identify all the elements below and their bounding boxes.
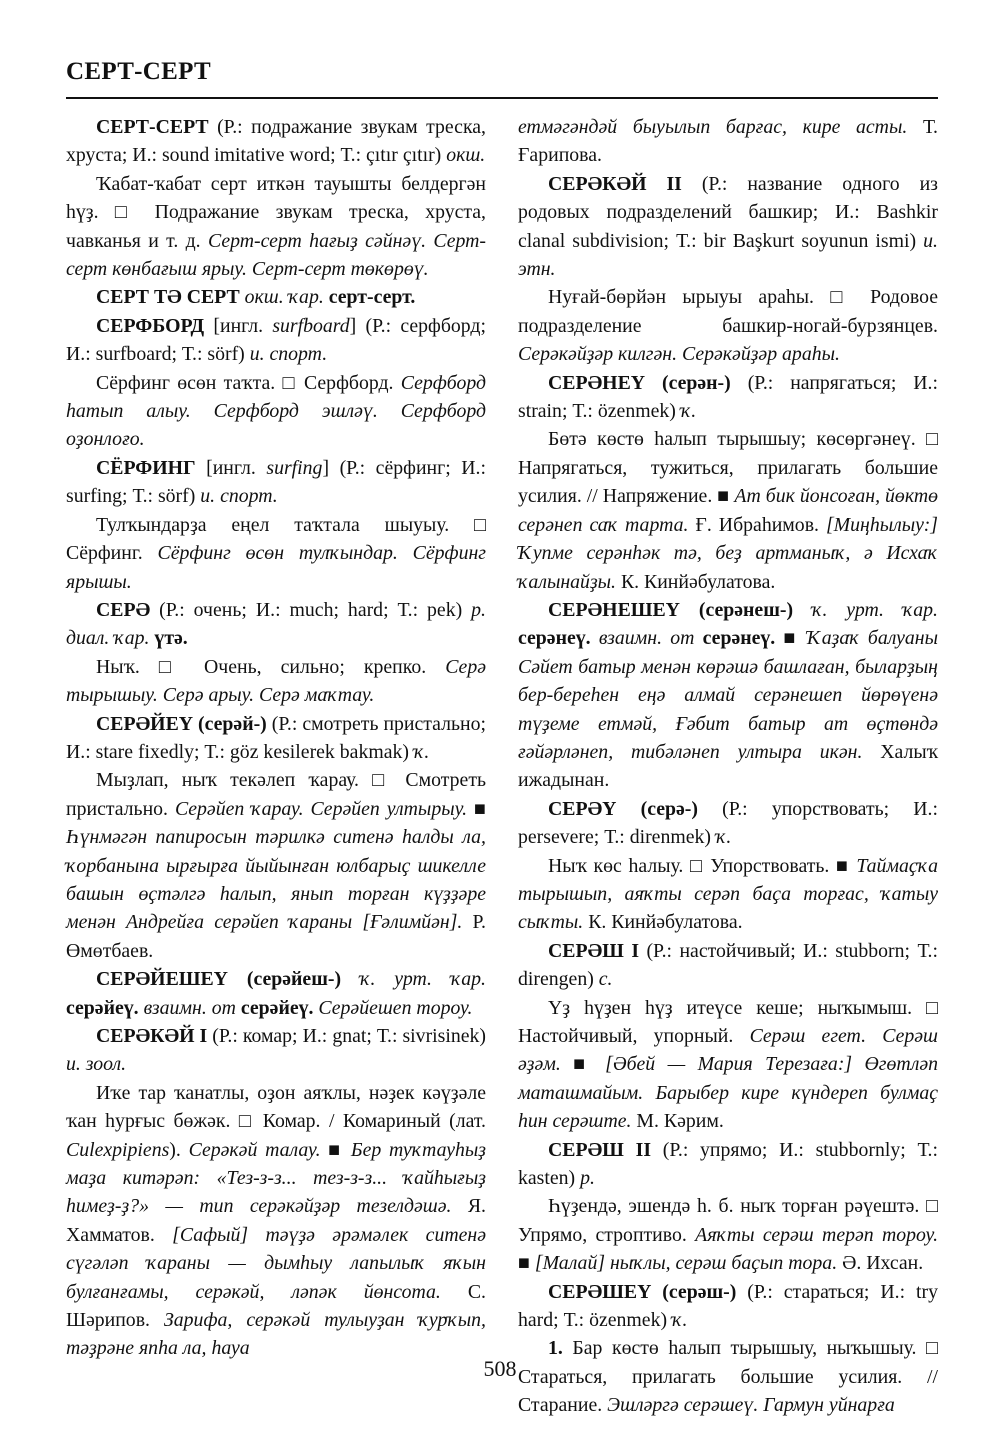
dictionary-entry: СЕРӘКӘЙ II (Р.: название одного из родовых подразделений башкир; И.: Bashkir clanal subdivision; Т.: bir Başkurt soyunun ismi) и. этн. [518,172,938,281]
dictionary-entry: СЕРӘНЕШЕҮ (серәнеш-) ҡ. урт. ҡар. серәнеү. взаимн. от серәнеү. ■ Ҡаҙаҡ балуаны Сәйет батыр менән көрәшә башлаған, быларҙың бер-береһен еңә алмай серәнешеп йөрөүенә түҙеме етмәй, Ғәбит батыр ат өҫтөндә ғәйәрләнеп, тибәләнеп ултыра икән. Халыҡ ижадынан. [518,598,939,792]
running-header: СЕРТ-СЕРТ [66,58,211,85]
dictionary-entry: СЕРӘҮ (серә-) (Р.: упорствовать; И.: persevere; Т.: direnmek) ҡ. [518,797,938,849]
dictionary-entry: СЕРӘЙЕҮ (серәй-) (Р.: смотреть пристально; И.: stare fixedly; Т.: göz kesilerek bakmak) ҡ. [66,712,487,763]
dictionary-entry: СЕРТ ТӘ СЕРТ окш. ҡар. серт-серт. [96,286,416,309]
entry-definition: 1. Бар көстө һалып тырышыу, ныҡышыу. □ Стараться, прилагать большие усилия. // Старание. Эшләргә серәшеү. Гармун уйнарға [518,1337,938,1417]
dictionary-entry: СЕРФБОРД [ингл. surfboard] (Р.: серфборд; И.: surfboard; Т.: sörf) и. спорт. [66,314,486,366]
left-column [66,113,486,1363]
right-column [518,113,938,1420]
entry-definition: Мыҙлап, ныҡ текәлеп ҡарау. □ Смотреть пристально. Серәйеп ҡарау. Серәйеп ултырыу. ■ Һүнмәгән папиросын тәрилкә ситенә һалды ла, ҡорбанына ырғырға йыйынған юлбарыҫ шикелле башын өҫтәлгә һалып, янып торған күҙҙәре менән Андрейға серәйеп ҡараны [Ғәлимйән]. Р. Өмөтбаев. [66,769,486,962]
dictionary-entry: СЕРӘНЕҮ (серән-) (Р.: напрягаться; И.: strain; Т.: özenmek) ҡ. [518,371,938,423]
dictionary-entry: СЕРӘ (Р.: очень; И.: much; hard; Т.: pek) р. диал. ҡар. үтә. [66,598,486,650]
entry-definition: Ныҡ көс һалыу. □ Упорствовать. ■ Таймаҫҡа тырышып, аяҡты серәп баҫа торғас, ҡатыу сыҡты. К. Кинйәбулатова. [518,854,938,934]
dictionary-entry: СЁРФИНГ [ингл. surfing] (Р.: сёрфинг; И.: surfing; Т.: sörf) и. спорт. [66,456,487,508]
entry-definition: Һүҙендә, эшендә һ. б. ныҡ торған рәүештә. □ Упрямо, строптиво. Аяҡты серәш терәп тороу. ■ [Малай] ныҡлы, серәш баҫып тора. Ә. Ихсан. [518,1195,939,1275]
entry-definition: Иҡе тар ҡанатлы, оҙон аяҡлы, нәҙек кәүҙәле ҡан һурғыс бөжәк. □ Комар. / Комариный (лат. Culexpipiens). Серәкәй талау. ■ Бер туҡтауһыҙ маҙа китәрәп: «Тез-з-з... тез-з-з... ҡайһығыҙ һимеҙ-ҙ?» — тип серәкәйҙәр тезелдәшә. Я. Хамматов. [Сафый] тәүҙә әрәмәлек ситенә сүгәләп ҡараны — дымһыу лапылыҡ яҡын булғанғамы, серәкәй, ләпәк йөнсота. С. Шәрипов. Зарифа, серәкәй тулыуҙан ҡурҡып, тәҙрәне япһа ла, һауа [66,1081,486,1360]
entry-definition: Бөтә көстө һалып тырышыу; көсөргәнеү. □ Напрягаться, тужиться, прилагать большие усилия. // Напряжение. ■ Ат бик йонсоған, йөктө серәнеп саҡ тарта. Ғ. Ибраһимов. [Миңһылыу:] Ҡупме серәнһәк тә, беҙ артманыҡ, ә Исхаҡ ҡалынайҙы. К. Кинйәбулатова. [518,428,938,593]
entry-definition: Нуғай-бөрйән ырыуы араһы. □ Родовое подразделение башкир-ногай-бурзянцев. Серәкәйҙәр килгән. Серәкәйҙәр араһы. [518,286,938,366]
dictionary-entry: СЕРӘШ II (Р.: упрямо; И.: stubbornly; Т.: kasten) р. [518,1138,938,1190]
entry-definition: Тулҡындарҙа еңел таҡтала шыуыу. □ Сёрфинг. Сёрфинг өсөн тулҡындар. Сёрфинг ярышы. [66,513,486,593]
dictionary-entry: СЕРӘКӘЙ I (Р.: комар; И.: gnat; Т.: sivrisinek) и. зоол. [66,1025,486,1076]
page-number: 508 [483,1356,517,1381]
dictionary-entry: СЕРӘЙЕШЕҮ (серәйеш-) ҡ. урт. ҡар. серәйеү. взаимн. от серәйеү. Серәйешеп тороу. [66,968,486,1019]
entry-definition: Ныҡ. □ Очень, сильно; крепко. Серә тырышыу. Серә арыу. Серә маҡтау. [66,655,486,707]
dictionary-entry: СЕРӘШ I (Р.: настойчивый; И.: stubborn; Т.: direngen) с. [518,939,938,991]
dictionary-entry: СЕРӘШЕҮ (серәш-) (Р.: стараться; И.: try hard; Т.: özenmek) ҡ. [518,1280,938,1332]
entry-definition: Ҡабат-ҡабат серт иткән тауышты белдергән һүҙ. □ Подражание звукам треска, хруста, чавканья и т. д. Серт-серт һағыҙ сәйнәү. Серт-серт көнбағыш ярыу. Серт-серт төкөрөү. [66,172,486,281]
entry-definition: Үҙ һүҙен һүҙ итеүсе кеше; ныҡымыш. □ Настойчивый, упорный. Серәш егет. Серәш әҙәм. ■ [Әбей — Мария Терезаға:] Өгөтләп маташмайым. Барыбер кире күндереп булмаҫ һин серәште. М. Кәрим. [518,996,938,1133]
dictionary-entry: СЕРТ-СЕРТ (Р.: подражание звукам треска, хруста; И.: sound imitative word; Т.: çıtır çıtır) окш. [66,116,486,167]
header-rule [66,97,938,99]
entry-definition: Сёрфинг өсөн таҡта. □ Серфборд. Серфборд һатып алыу. Серфборд эшләү. Серфборд оҙонлоғо. [66,371,486,451]
entry-continuation: етмәгәндәй быуылып барғас, кире асты. Т. Ғарипова. [518,116,938,167]
